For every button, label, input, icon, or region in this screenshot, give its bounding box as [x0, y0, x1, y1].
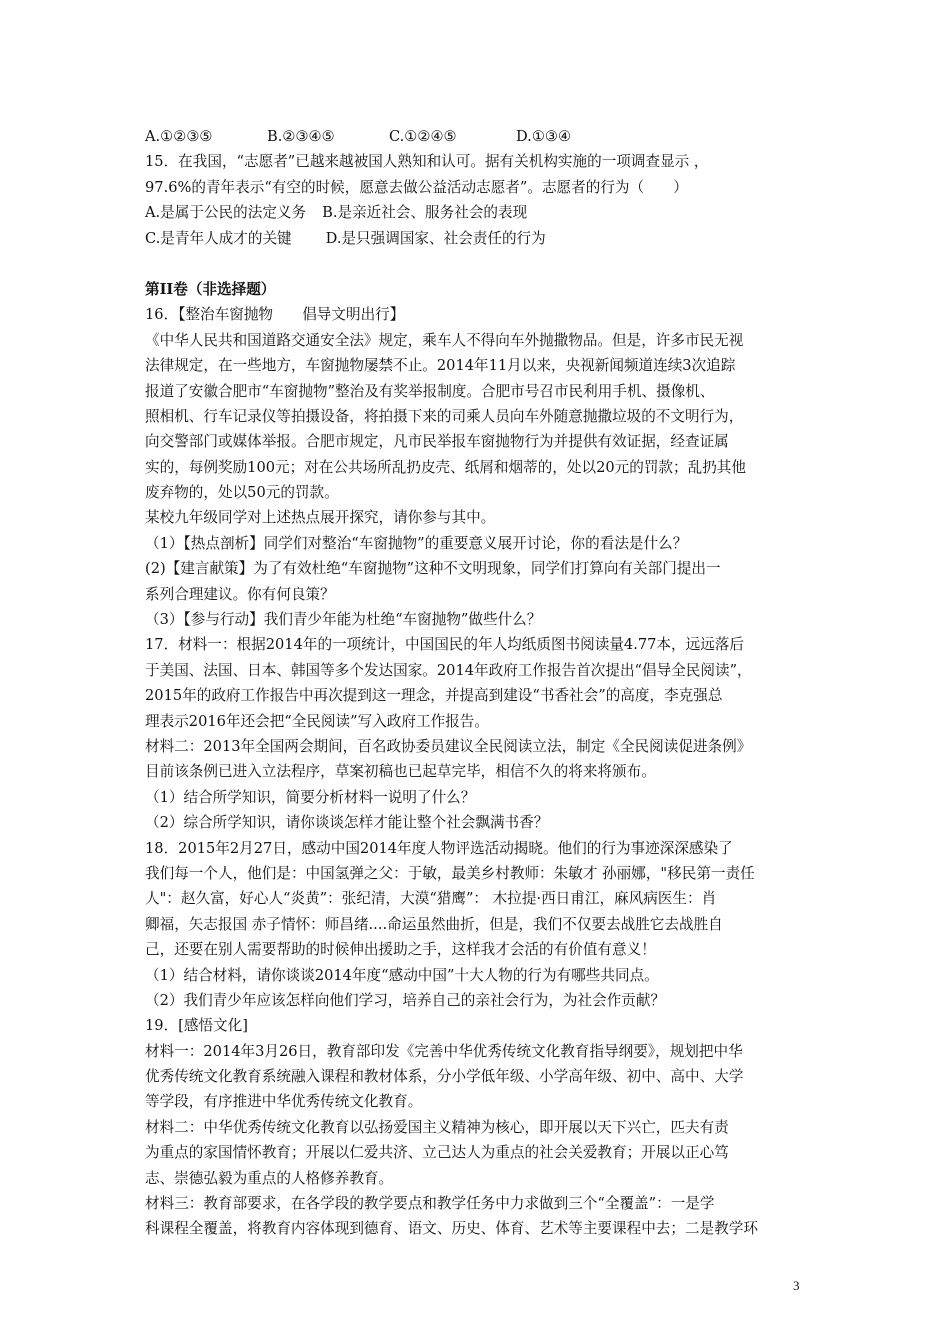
q16-subquestion-1: （1）【热点剖析】同学们对整治“车窗抛物”的重要意义展开讨论，你的看法是什么？ [145, 534, 688, 552]
q16-subquestion-3: （3）【参与行动】我们青少年能为杜绝“车窗抛物”做些什么？ [145, 611, 542, 629]
q16-line: 16．【整治车窗抛物 倡导文明出行】 [145, 306, 405, 324]
page-content [145, 124, 810, 1242]
section-title: 第II卷（非选择题） [145, 280, 276, 298]
q16-line: 法律规定，在一些地方，车窗抛物屡禁不止。2014年11月以来，央视新闻频道连续3次追踪 [145, 357, 736, 375]
q17-subquestion-1: （1）结合所学知识，简要分析材料一说明了什么？ [145, 788, 476, 806]
q16-line: 照相机、行车记录仪等拍摄设备，将拍摄下来的司乘人员向车外随意抛撒垃圾的不文明行为， [145, 407, 744, 425]
q15-options-row-1 [145, 200, 810, 225]
q15-line: 97.6%的青年表示“有空的时候，愿意去做公益活动志愿者”。志愿者的行为（ ） [145, 178, 688, 196]
q16-line: 某校九年级同学对上述热点展开探究，请你参与其中。 [145, 509, 496, 527]
question-15 [145, 149, 810, 251]
q15-option-c: C.是青年人成才的关键 [145, 229, 292, 247]
q18-subquestion-2: （2）我们青少年应该怎样向他们学习，培养自己的亲社会行为，为社会作贡献？ [145, 991, 666, 1009]
question-16 [145, 302, 810, 632]
q18-line: 18．2015年2月27日，感动中国2014年度人物评选活动揭晓。他们的行为事迹深深感染了 [145, 839, 733, 857]
q14-option-a: A.①②③⑤ [145, 128, 213, 145]
q15-options-row-2 [145, 226, 810, 251]
q18-line: 我们每一个人，他们是：中国氢弹之父：于敏，最美乡村教师：朱敏才 孙丽娜，"移民第一责任 [145, 864, 755, 882]
q19-line: 科课程全覆盖，将教育内容体现到德育、语文、历史、体育、艺术等主要课程中去；二是教学环 [145, 1220, 758, 1238]
q15-option-d: D.是只强调国家、社会责任的行为 [325, 229, 546, 247]
q17-line: 17．材料一：根据2014年的一项统计，中国国民的年人均纸质图书阅读量4.77本，远远落后 [145, 636, 744, 654]
q17-line: 于美国、法国、日本、韩国等多个发达国家。2014年政府工作报告首次提出“倡导全民阅读”， [145, 661, 752, 679]
q17-subquestion-2: （2）综合所学知识，请你谈谈怎样才能让整个社会飘满书香？ [145, 814, 549, 832]
q16-line: 废弃物的，处以50元的罚款。 [145, 484, 339, 502]
q19-line: 材料一：2014年3月26日，教育部印发《完善中华优秀传统文化教育指导纲要》，规划把中华 [145, 1042, 743, 1060]
q14-options [145, 124, 810, 149]
q15-option-a: A.是属于公民的法定义务 [145, 204, 307, 222]
q19-line: 为重点的家国情怀教育；开展以仁爱共济、立己达人为重点的社会关爱教育；开展以正心笃 [145, 1144, 729, 1162]
q17-line: 2015年的政府工作报告中再次提到这一理念，并提高到建设“书香社会”的高度，李克强总 [145, 687, 723, 705]
question-17 [145, 632, 810, 835]
q16-line: 向交警部门或媒体举报。合肥市规定，凡市民举报车窗抛物行为并提供有效证据，经查证属 [145, 433, 729, 451]
q19-line: 志、崇德弘毅为重点的人格修养教育。 [145, 1169, 394, 1187]
question-19 [145, 1013, 810, 1242]
q14-option-d: D.①③④ [516, 128, 572, 145]
q18-subquestion-1: （1）结合材料，请你谈谈2014年度“感动中国”十大人物的行为有哪些共同点。 [145, 966, 659, 984]
q15-option-b: B.是亲近社会、服务社会的表现 [322, 204, 528, 222]
q19-line: 等学段，有序推进中华优秀传统文化教育。 [145, 1093, 423, 1111]
q15-line: 15．在我国，“志愿者”已越来越被国人熟知和认可。据有关机构实施的一项调查显示 ， [145, 153, 709, 171]
q19-line: 优秀传统文化教育系统融入课程和教材体系，分小学低年级、小学高年级、初中、高中、大学 [145, 1068, 744, 1086]
q19-line: 19．[感悟文化] [145, 1017, 248, 1035]
q16-subquestion-2: (2)【建言献策】为了有效杜绝“车窗抛物”这种不文明现象，同学们打算向有关部门提出一 [145, 560, 721, 578]
page-number: 3 [793, 1278, 800, 1293]
q18-line: 人"：赵久富，好心人“炎黄”：张纪清，大漠“猎鹰”： 木拉提·西日甫江，麻风病医生：肖 [145, 890, 717, 908]
q16-line: 实的，每例奖励100元；对在公共场所乱扔皮壳、纸屑和烟蒂的，处以20元的罚款；乱扔其他 [145, 458, 746, 476]
q16-line: 《中华人民共和国道路交通安全法》规定，乘车人不得向车外抛撒物品。但是，许多市民无视 [145, 331, 744, 349]
q17-line: 理表示2016年还会把“全民阅读”写入政府工作报告。 [145, 712, 489, 730]
q19-line: 材料二：中华优秀传统文化教育以弘扬爱国主义精神为核心，即开展以天下兴亡，匹夫有责 [145, 1118, 729, 1136]
q19-line: 材料三：教育部要求，在各学段的教学要点和教学任务中力求做到三个“全覆盖”：一是学 [145, 1195, 715, 1213]
q17-line: 材料二：2013年全国两会期间，百名政协委员建议全民阅读立法，制定《全民阅读促进条例》 [145, 737, 752, 755]
q16-line: 系列合理建议。你有何良策？ [145, 585, 335, 603]
question-18 [145, 836, 810, 1014]
q18-line: 卿福，矢志报国 赤子情怀：师昌绪....命运虽然曲折，但是，我们不仅要去战胜它去战胜自 [145, 915, 723, 933]
q16-line: 报道了安徽合肥市“车窗抛物”整治及有奖举报制度。合肥市号召市民利用手机、摄像机、 [145, 382, 715, 400]
q14-option-c: C.①②④⑤ [389, 128, 457, 145]
q17-line: 目前该条例已进入立法程序，草案初稿也已起草完毕，相信不久的将来将颁布。 [145, 763, 656, 781]
q14-option-b: B.②③④⑤ [267, 128, 335, 145]
q18-line: 己，还要在别人需要帮助的时候伸出援助之手，这样我才会活的有价值有意义！ [145, 941, 656, 959]
